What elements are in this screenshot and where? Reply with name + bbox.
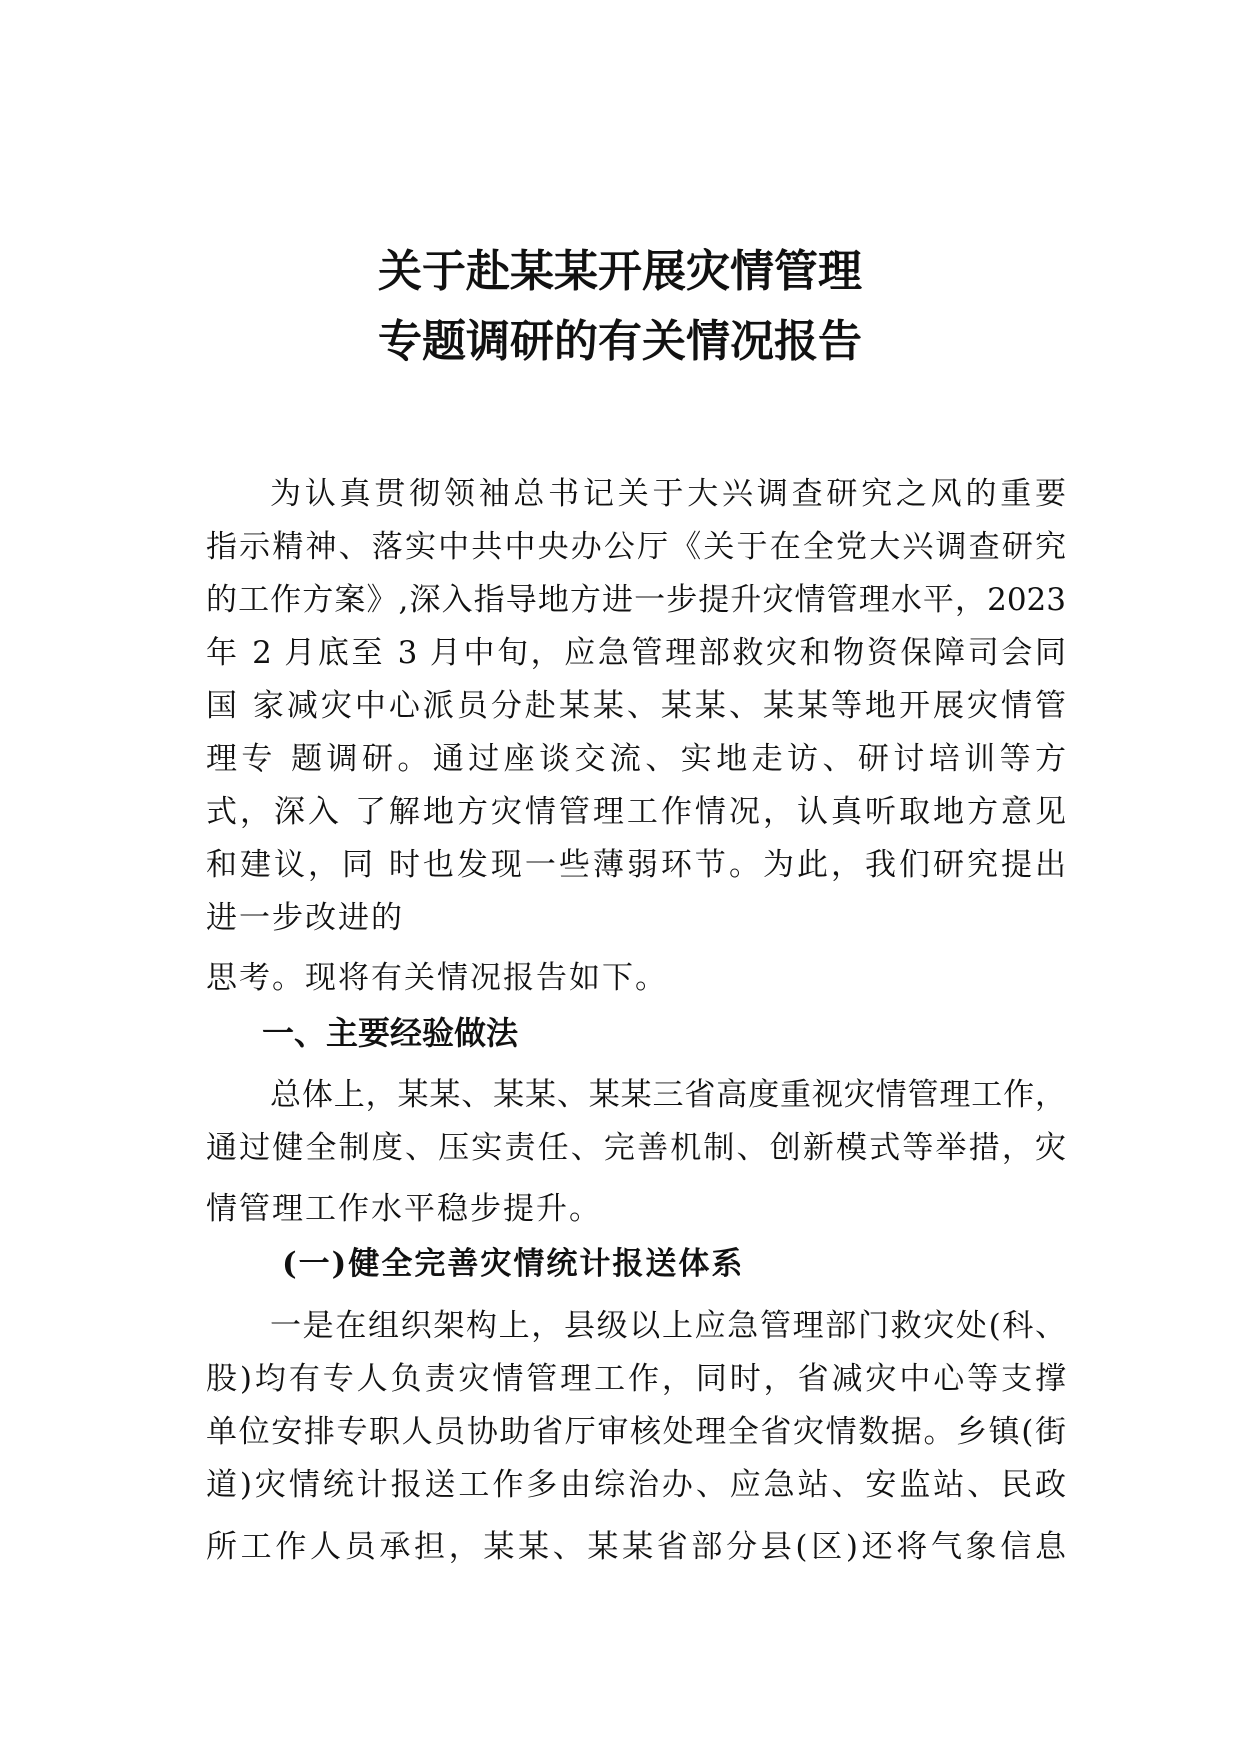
subsection1-line-1: 一是在组织架构上，县级以上应急管理部门救灾处(科、 [270, 1308, 1066, 1344]
intro-line-1: 为认真贯彻领袖总书记关于大兴调查研究之风的重要 [270, 476, 1066, 512]
section1-line-2: 通过健全制度、压实责任、完善机制、创新模式等举措，灾 [206, 1130, 1066, 1166]
subsection1-line-5: 所工作人员承担，某某、某某省部分县(区)还将气象信息 [206, 1529, 1066, 1565]
intro-line-6: 理专 题调研。通过座谈交流、实地走访、研讨培训等方 [206, 741, 1066, 777]
intro-line-8: 和建议，同 时也发现一些薄弱环节。为此，我们研究提出 [206, 847, 1066, 883]
section1-line-3: 情管理工作水平稳步提升。 [206, 1191, 602, 1227]
intro-line-9: 进一步改进的 [206, 900, 404, 936]
subsection1-line-4: 道)灾情统计报送工作多由综治办、应急站、安监站、民政 [206, 1467, 1066, 1503]
intro-line-10: 思考。现将有关情况报告如下。 [206, 960, 668, 996]
section-heading-1: 一、主要经验做法 [262, 1014, 519, 1052]
section1-line-1: 总体上，某某、某某、某某三省高度重视灾情管理工作， [270, 1077, 1066, 1113]
subsection-heading-1: (一)健全完善灾情统计报送体系 [282, 1246, 745, 1282]
subsection1-line-3: 单位安排专职人员协助省厅审核处理全省灾情数据。乡镇(街 [206, 1414, 1066, 1450]
document-title-line-1: 关于赴某某开展灾情管理 [378, 246, 862, 297]
document-title-line-2: 专题调研的有关情况报告 [378, 316, 862, 367]
intro-line-4: 年 2 月底至 3 月中旬，应急管理部救灾和物资保障司会同 [206, 635, 1066, 671]
intro-line-3: 的工作方案》,深入指导地方进一步提升灾情管理水平，2023 [206, 582, 1066, 618]
intro-line-5: 国 家减灾中心派员分赴某某、某某、某某等地开展灾情管 [206, 688, 1066, 724]
subsection1-line-2: 股)均有专人负责灾情管理工作，同时，省减灾中心等支撑 [206, 1361, 1066, 1397]
intro-line-2: 指示精神、落实中共中央办公厅《关于在全党大兴调查研究 [206, 529, 1066, 565]
intro-line-7: 式，深入 了解地方灾情管理工作情况，认真听取地方意见 [206, 794, 1066, 830]
